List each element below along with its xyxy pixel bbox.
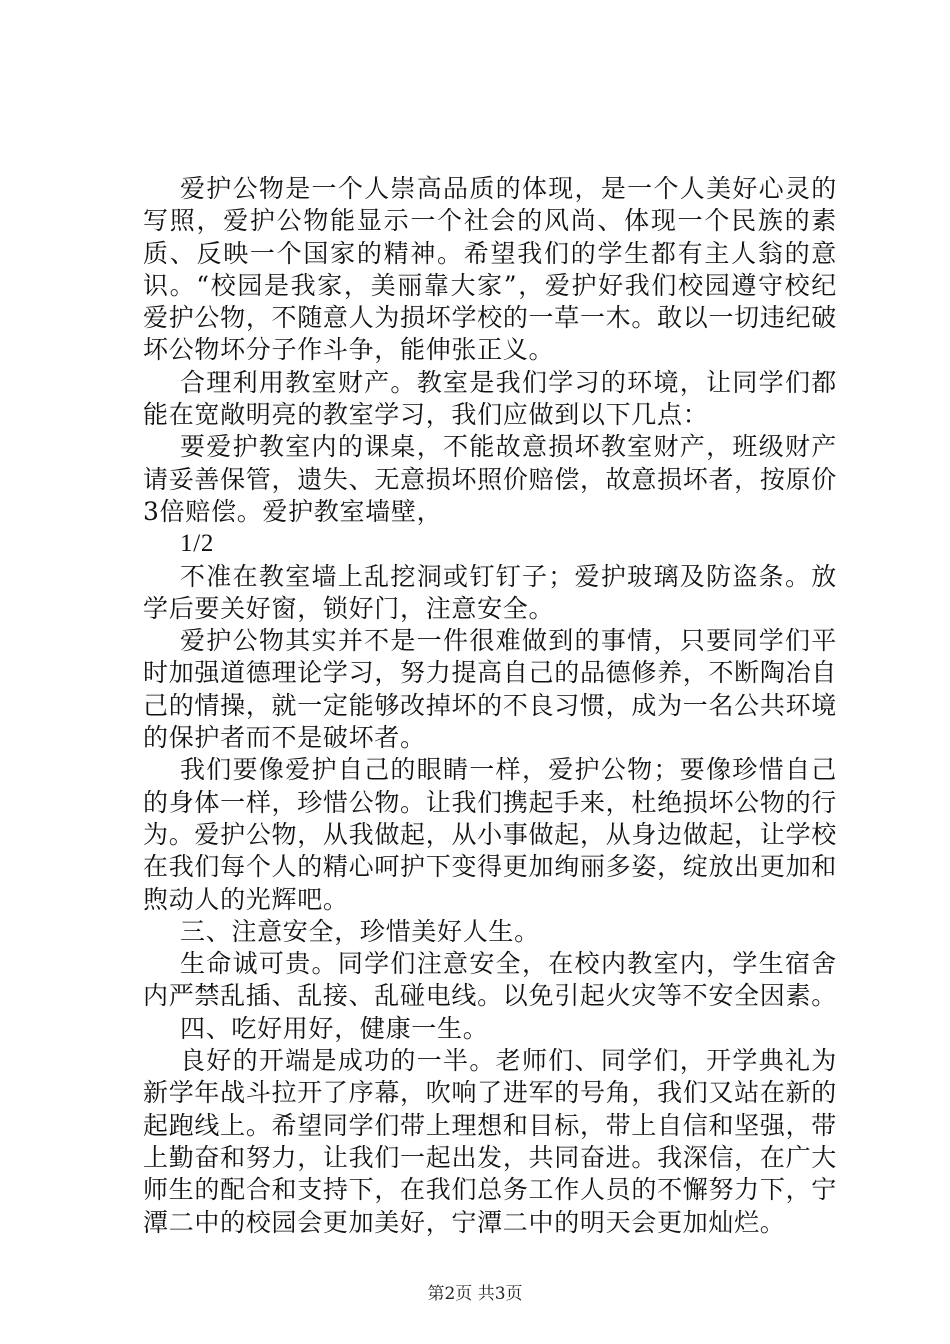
paragraph-like-eyes: 我们要像爱护自己的眼睛一样，爱护公物；要像珍惜自己的身体一样，珍惜公物。让我们携起手来，杜绝损坏公物的行为。爱护公物，从我做起，从小事做起，从身边做起，让学校在我们每个人的精心呵护下变得更加绚丽多姿，绽放出更加和煦动人的光辉吧。 xyxy=(143,755,837,914)
paragraph-not-difficult: 爱护公物其实并不是一件很难做到的事情，只要同学们平时加强道德理论学习，努力提高自己的品德修养，不断陶冶自己的情操，就一定能够改掉坏的不良习惯，成为一名公共环境的保护者而不是破坏者。 xyxy=(143,626,837,753)
paragraph-classroom-property: 合理利用教室财产。教室是我们学习的环境，让同学们都能在宽敞明亮的教室学习，我们应做到以下几点： xyxy=(143,367,837,430)
paragraph-care-public-property: 爱护公物是一个人崇高品质的体现，是一个人美好心灵的写照，爱护公物能显示一个社会的风尚、体现一个民族的素质、反映一个国家的精神。希望我们的学生都有主人翁的意识。“校园是我家，美丽靠大家”，爱护好我们校园遵守校纪爱护公物，不随意人为损坏学校的一草一木。敢以一切违纪破坏公物坏分子作斗争，能伸张正义。 xyxy=(143,174,837,365)
paragraph-desk-care: 要爱护教室内的课桌，不能故意损坏教室财产，班级财产请妥善保管，遗失、无意损坏照价赔偿，故意损坏者，按原价3倍赔偿。爱护教室墙壁， xyxy=(143,432,837,526)
heading-eat-well: 四、吃好用好，健康一生。 xyxy=(180,1013,489,1043)
page-footer: 第2页 共3页 xyxy=(427,1284,523,1304)
paragraph-good-start: 良好的开端是成功的一半。老师们、同学们，开学典礼为新学年战斗拉开了序幕，吹响了进军的号角，我们又站在新的起跑线上。希望同学们带上理想和目标，带上自信和坚强，带上勤奋和努力，让我们一起出发，共同奋进。我深信，在广大师生的配合和支持下，在我们总务工作人员的不懈努力下，宁潭二中的校园会更加美好，宁潭二中的明天会更加灿烂。 xyxy=(143,1046,837,1237)
heading-safety: 三、注意安全，珍惜美好人生。 xyxy=(180,916,540,946)
document-body xyxy=(143,173,837,1239)
paragraph-wall-glass: 不准在教室墙上乱挖洞或钉钉子；爱护玻璃及防盗条。放学后要关好窗，锁好门，注意安全。 xyxy=(143,561,837,623)
page-marker: 1/2 xyxy=(180,530,215,558)
paragraph-life-precious: 生命诚可贵。同学们注意安全，在校内教室内，学生宿舍内严禁乱插、乱接、乱碰电线。以免引起火灾等不安全因素。 xyxy=(143,949,837,1011)
